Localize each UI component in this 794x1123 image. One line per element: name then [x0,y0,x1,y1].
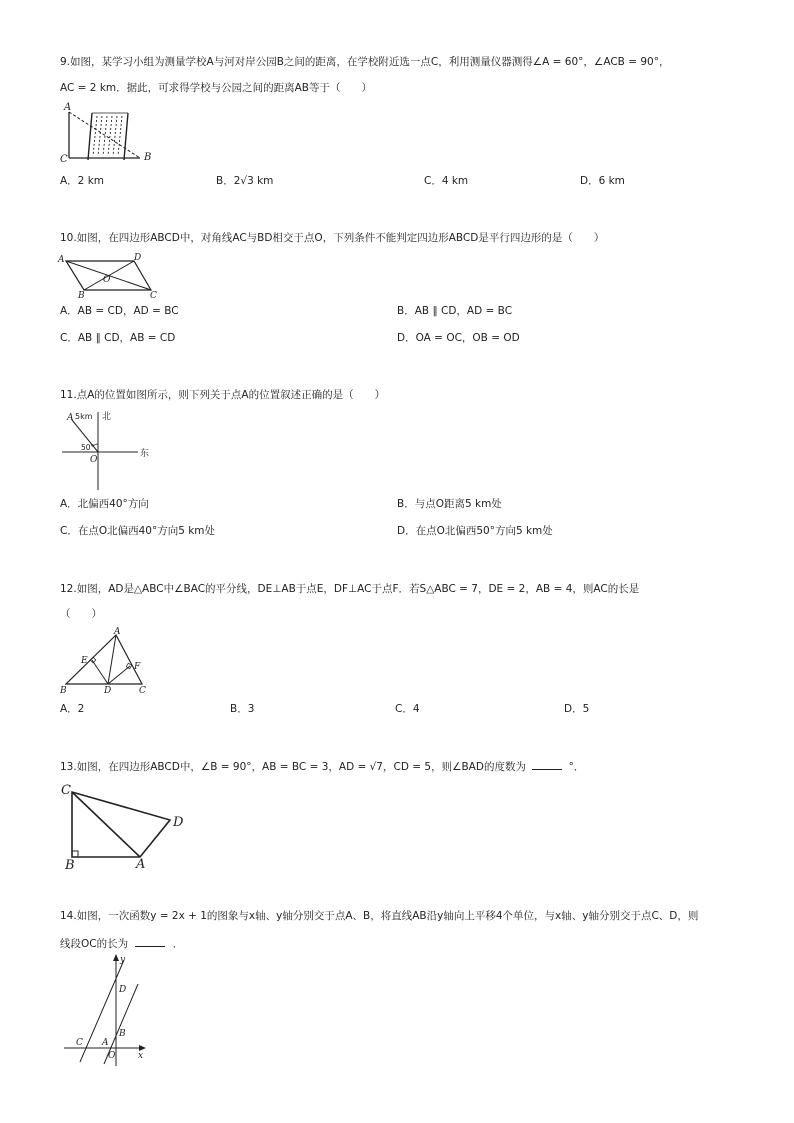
q10-stem-line1: 10.如图，在四边形ABCD中，对角线AC与BD相交于点O，下列条件不能判定四边形ABCD是平行四边形的是（ ） [60,232,605,244]
q10-option-c[interactable]: C．AB ∥ CD，AB = CD [60,332,176,344]
q9-label-A: A [64,102,72,113]
q12-option-d[interactable]: D．5 [564,703,590,715]
q14-label-B: B [119,1029,126,1039]
q12-label-B: B [60,686,67,696]
q14-stem-suffix: ． [172,938,184,950]
q14-label-x: x [138,1051,144,1061]
q12-label-C: C [139,686,146,696]
q10-parallelogram-figure [56,252,166,298]
q11-label-angle: 50° [81,443,95,452]
q9-river-figure [58,100,158,166]
q11-option-a[interactable]: A．北偏西40°方向 [60,498,149,510]
q9-stem-line1: 9.如图，某学习小组为测量学校A与河对岸公园B之间的距离，在学校附近选一点C，利用测量仪器测得∠A = 60°，∠ACB = 90°， [60,56,670,68]
q10-option-b[interactable]: B．AB ∥ CD，AD = BC [397,305,513,317]
q11-option-b[interactable]: B．与点O距离5 km处 [397,498,502,510]
q11-label-A: A [67,413,74,423]
q12-stem-line2: （ ） [60,608,102,620]
q13-answer-blank[interactable] [532,759,562,770]
q9-option-c[interactable]: C．4 km [424,175,469,187]
q13-label-B: B [65,858,75,873]
q14-stem-line1: 14.如图，一次函数y = 2x + 1的图象与x轴、y轴分别交于点A、B，将直线AB沿y轴向上平移4个单位，与x轴、y轴分别交于点C、D，则 [60,910,699,922]
q10-label-D: D [134,253,142,263]
q11-label-O: O [90,455,98,465]
q10-label-O: O [103,275,111,285]
q13-stem-text: 13.如图，在四边形ABCD中，∠B = 90°，AB = BC = 3，AD = √7，CD = 5，则∠BAD的度数为 [60,761,526,773]
q12-label-D: D [104,686,112,696]
q9-label-C: C [60,154,68,165]
q12-option-a[interactable]: A．2 [60,703,85,715]
q9-stem-line2: AC = 2 km．据此，可求得学校与公园之间的距离AB等于（ ） [60,82,373,94]
q10-label-B: B [78,291,85,298]
q12-label-E: E [81,656,88,666]
q14-stem-line2 [60,936,183,951]
q11-option-d[interactable]: D．在点O北偏西50°方向5 km处 [397,525,553,537]
q9-option-d[interactable]: D．6 km [580,175,625,187]
q9-label-B: B [144,152,152,163]
q12-triangle-figure [56,625,156,697]
q13-stem-line1 [60,759,584,774]
q12-option-c[interactable]: C．4 [395,703,420,715]
q14-label-D: D [119,985,127,995]
q13-stem-suffix: °． [568,761,585,773]
q14-label-y: y [120,955,126,965]
q11-stem-line1: 11.点A的位置如图所示，则下列关于点A的位置叙述正确的是（ ） [60,389,386,401]
q12-label-A: A [114,627,121,637]
q11-label-east: 东 [140,449,150,459]
q13-label-C: C [61,783,71,798]
q14-answer-blank[interactable] [135,936,165,947]
q11-option-c[interactable]: C．在点O北偏西40°方向5 km处 [60,525,216,537]
q10-label-A: A [58,255,65,265]
q14-linear-function-figure [60,950,155,1068]
q13-label-A: A [136,857,146,872]
q13-label-D: D [173,815,184,830]
q13-quadrilateral-figure [58,778,193,873]
q11-label-north: 北 [102,412,112,422]
q10-option-a[interactable]: A．AB = CD，AD = BC [60,305,179,317]
q14-label-A: A [102,1038,109,1048]
q14-label-O: O [108,1051,116,1061]
q12-stem-line1: 12.如图，AD是△ABC中∠BAC的平分线，DE⊥AB于点E，DF⊥AC于点F．若S△ABC = 7，DE = 2，AB = 4，则AC的长是 [60,583,640,595]
q10-option-d[interactable]: D．OA = OC，OB = OD [397,332,520,344]
q9-option-b[interactable]: B．2√3 km [216,175,274,187]
q11-direction-figure [58,406,158,492]
q14-stem-text: 线段OC的长为 [60,938,129,950]
q12-label-F: F [134,662,141,672]
q12-option-b[interactable]: B．3 [230,703,255,715]
q14-label-C: C [76,1038,83,1048]
q11-label-dist: 5km [75,412,93,421]
q9-option-a[interactable]: A．2 km [60,175,105,187]
q10-label-C: C [150,291,157,298]
